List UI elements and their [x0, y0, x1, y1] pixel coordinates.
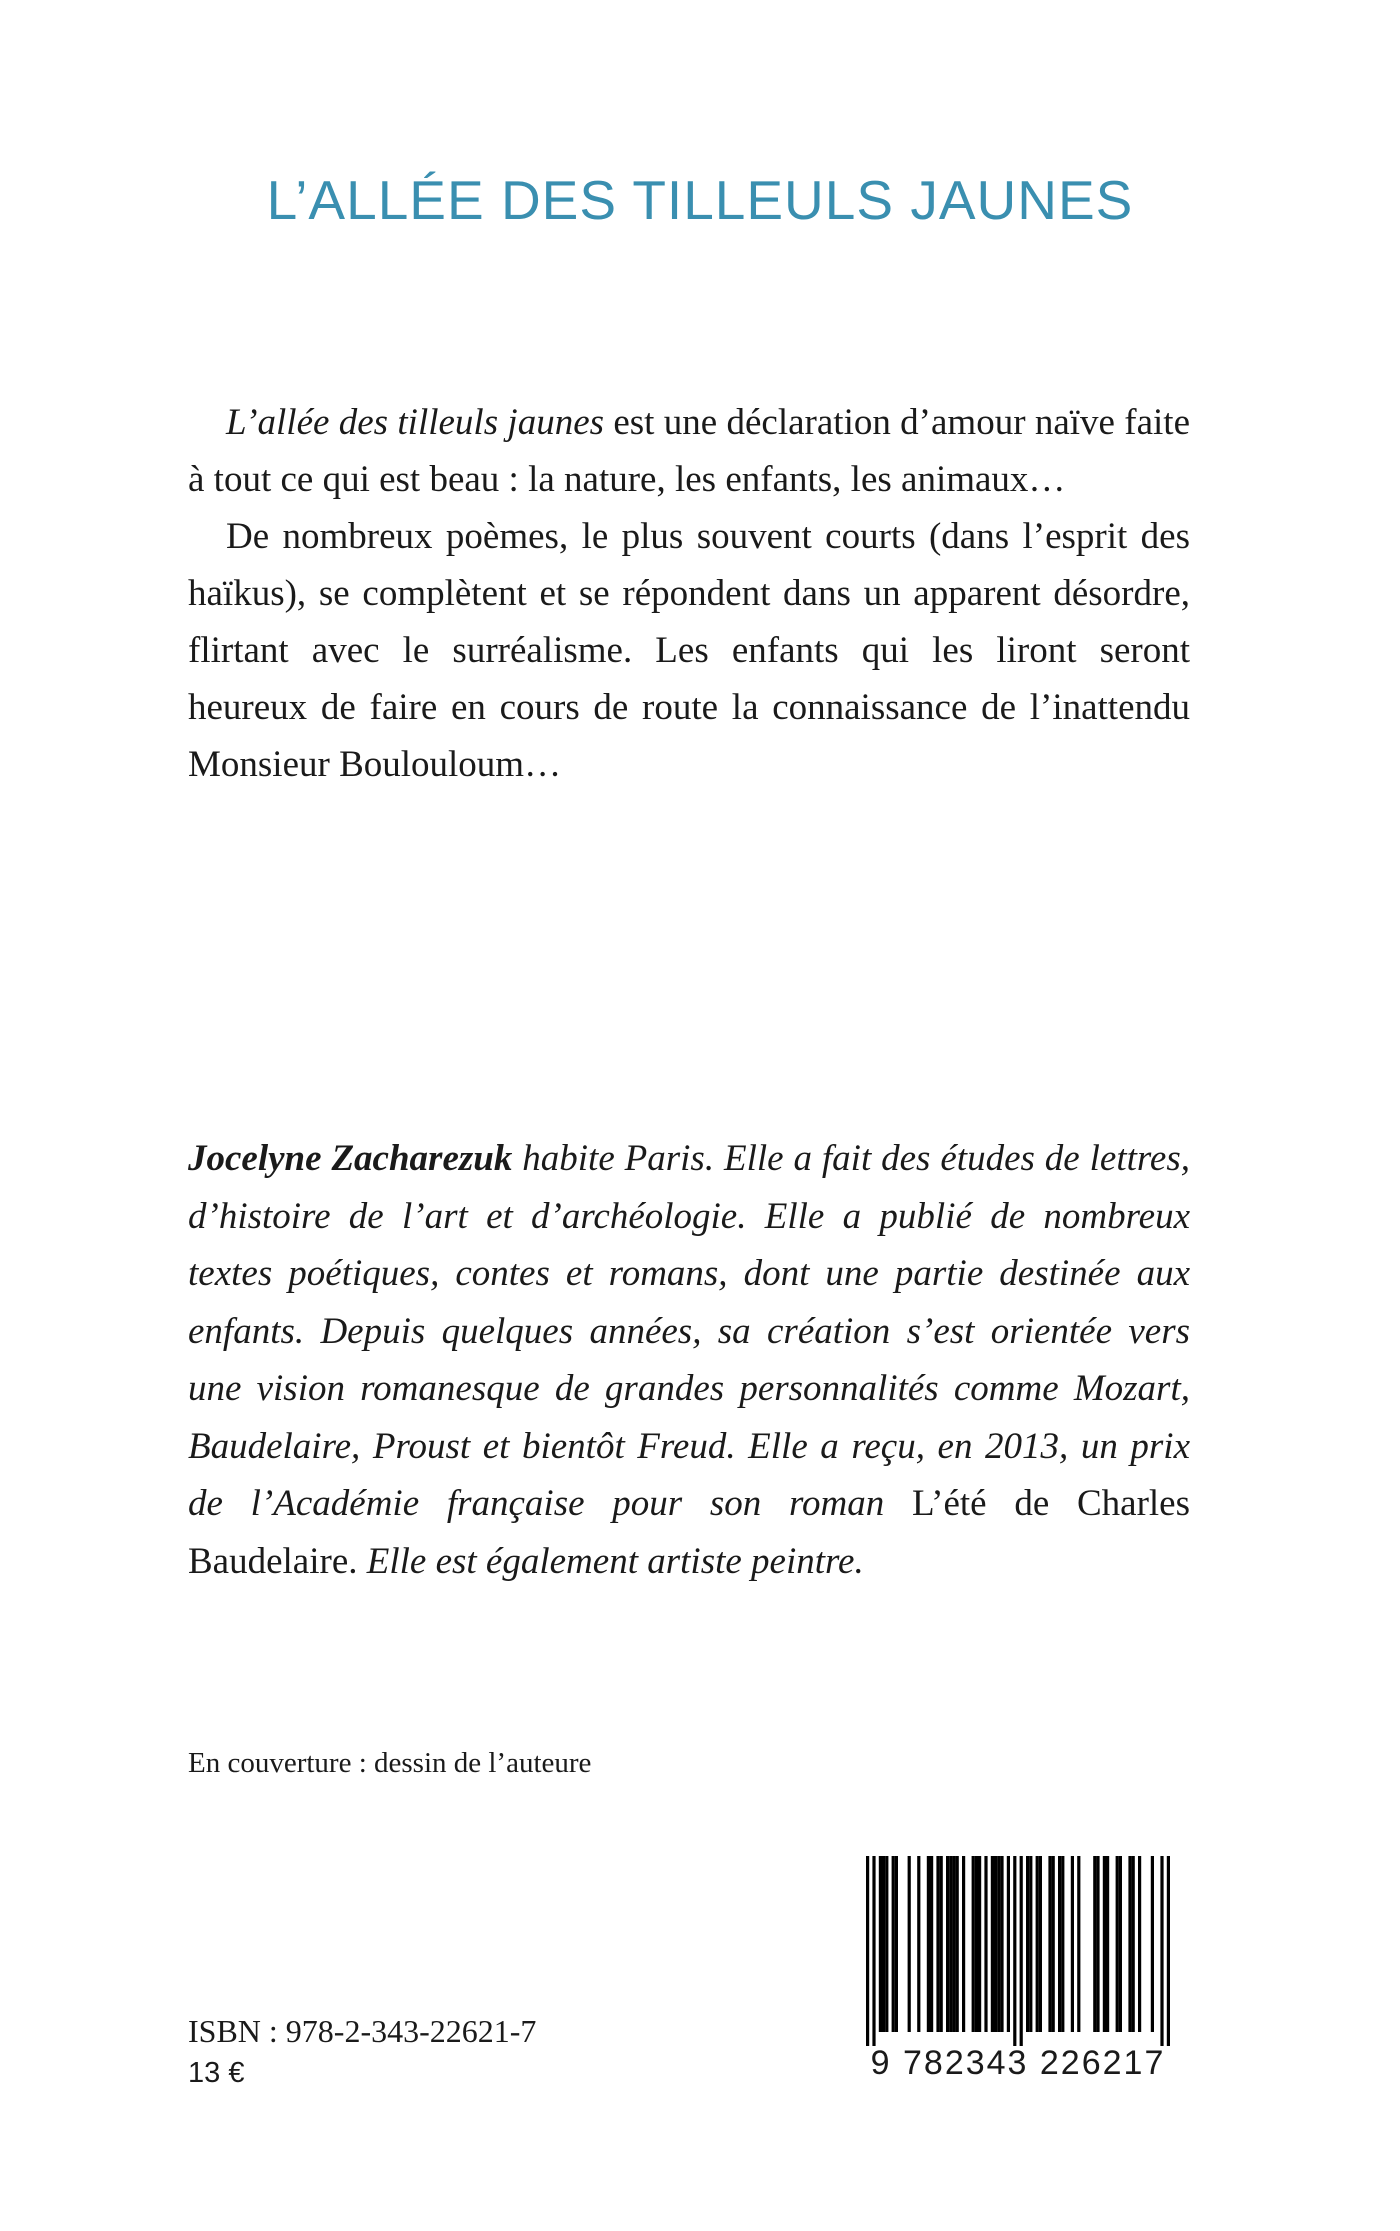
barcode-bar [1000, 1856, 1003, 2032]
cover-credit: En couverture : dessin de l’auteure [188, 1747, 592, 1779]
book-title: L’ALLÉE DES TILLEULS JAUNES [266, 169, 1134, 231]
barcode-bar [1071, 1856, 1074, 2032]
barcode-bar [1160, 1856, 1163, 2046]
barcode-bar [892, 1856, 895, 2032]
barcode-bar [908, 1856, 911, 2032]
barcode-bar [978, 1856, 981, 2032]
barcode-bar [984, 1856, 987, 2032]
barcode-bar [946, 1856, 949, 2032]
barcode-bar [1077, 1856, 1080, 2032]
barcode-bar [1036, 1856, 1039, 2032]
barcode-bar [1119, 1856, 1122, 2032]
barcode-bar [952, 1856, 955, 2032]
barcode-bar [879, 1856, 882, 2032]
barcode-bar [1116, 1856, 1119, 2032]
barcode-bar [1093, 1856, 1096, 2032]
barcode-bar [972, 1856, 975, 2032]
barcode-bar [936, 1856, 939, 2032]
barcode-bar [1061, 1856, 1064, 2032]
barcode-bars [858, 1856, 1178, 2046]
author-name: Jocelyne Zacharezuk [188, 1138, 513, 1179]
author-bio [188, 1130, 1190, 1590]
barcode-bar [940, 1856, 943, 2032]
barcode-bar [1052, 1856, 1055, 2032]
barcode-bar [1167, 1856, 1170, 2046]
barcode-bar [882, 1856, 885, 2032]
barcode-bar [1132, 1856, 1135, 2032]
barcode-bar [927, 1856, 930, 2032]
barcode-bar [956, 1856, 959, 2032]
barcode-bar [1151, 1856, 1154, 2032]
barcode-bar [917, 1856, 920, 2032]
barcode-bar [1103, 1856, 1106, 2032]
barcode-bar [930, 1856, 933, 2032]
author-novel-title: L’été de Charles Baudelaire. [188, 1483, 1190, 1582]
barcode-bar [1029, 1856, 1032, 2032]
barcode-bar [872, 1856, 875, 2046]
barcode-bar [997, 1856, 1000, 2032]
barcode [858, 1856, 1178, 2094]
barcode-bar [949, 1856, 952, 2032]
barcode-bar [1039, 1856, 1042, 2032]
barcode-bar [885, 1856, 888, 2032]
blurb-paragraph-1-text: est une déclaration d’amour naïve faite à tout ce qui est beau : la nature, les enfants, les animaux… [188, 402, 1190, 500]
barcode-bar [1058, 1856, 1061, 2032]
barcode-bar [991, 1856, 994, 2032]
barcode-bar [1138, 1856, 1141, 2032]
barcode-bar [895, 1856, 898, 2032]
barcode-bar [1096, 1856, 1099, 2032]
barcode-bar [866, 1856, 869, 2046]
barcode-bar [1007, 1856, 1010, 2032]
barcode-bar [1106, 1856, 1109, 2032]
isbn: ISBN : 978-2-343-22621-7 [188, 2013, 537, 2049]
barcode-bar [975, 1856, 978, 2032]
barcode-bar [1128, 1856, 1131, 2032]
blurb-book-title: L’allée des tilleuls jaunes [226, 402, 605, 443]
barcode-digits: 9 782343 226217 [870, 2044, 1166, 2082]
author-bio-text: habite Paris. Elle a fait des études de lettres, d’histoire de l’art et d’archéologie. Elle a publié de nombreux textes poétiques, contes et romans, dont une partie destinée aux enfants. Depuis quelques années, sa création s’est orientée vers une vision romanesque de grandes personnalités comme Mozart, Baudelaire, Proust et bientôt Freud. Elle a reçu, en 2013, un prix de l’Académie française pour son roman [188, 1138, 1190, 1524]
barcode-bar [994, 1856, 997, 2032]
barcode-bar [962, 1856, 965, 2032]
author-bio-ending: Elle est également artiste peintre. [357, 1540, 864, 1582]
barcode-bar [1048, 1856, 1051, 2032]
blurb-paragraph-2: De nombreux poèmes, le plus souvent courts (dans l’esprit des haïkus), se complètent et se répondent dans un apparent désordre, flirtant avec le surréalisme. Les enfants qui les liront seront heureux de faire en cours de route la connaissance de l’inattendu Monsieur Boulouloum… [188, 516, 1190, 785]
back-cover-blurb [188, 394, 1190, 793]
barcode-bar [1013, 1856, 1016, 2046]
barcode-bar [1020, 1856, 1023, 2046]
barcode-bar [1026, 1856, 1029, 2032]
blurb-paragraph-1 [188, 394, 1190, 508]
price: 13 € [188, 2057, 245, 2089]
